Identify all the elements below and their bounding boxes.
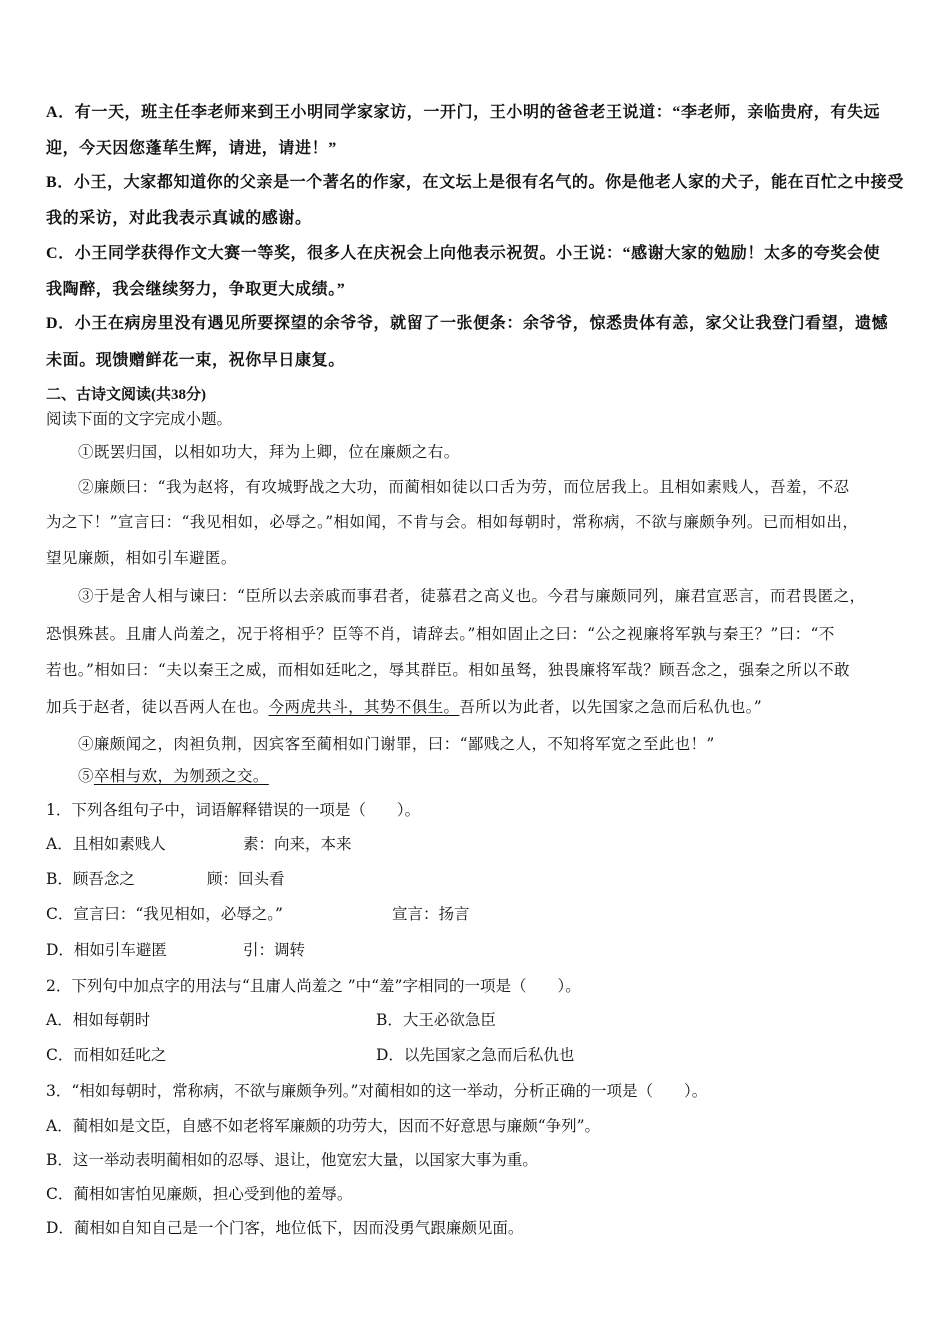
underlined-sentence: 今两虎共斗，其势不俱生。 xyxy=(268,698,460,716)
option-text: C．宣言曰：“我见相如，必辱之。” xyxy=(46,905,283,923)
option-b: B．这一举动表明蔺相如的忍辱、退让，他宽宏大量，以国家大事为重。 xyxy=(46,1151,538,1169)
passage-paragraph-3-line-4 xyxy=(46,697,762,717)
option-text: A．且相如素贱人 xyxy=(46,835,166,853)
option-b xyxy=(46,869,135,889)
paragraph-number: ⑤ xyxy=(78,767,94,785)
section-instruction: 阅读下面的文字完成小题。 xyxy=(46,410,233,428)
passage-paragraph-2-line-1: ②廉颇曰：“我为赵将，有攻城野战之大功，而蔺相如徒以口舌为劳，而位居我上。且相如素贱人，吾羞，不忍 xyxy=(78,478,850,496)
passage-text: 吾所以为此者，以先国家之急而后私仇也。” xyxy=(459,698,763,716)
option-b: B．大王必欲急臣 xyxy=(376,1011,496,1029)
option-a xyxy=(46,834,166,854)
option-d-line-1: D．小王在病房里没有遇见所要探望的余爷爷，就留了一张便条：余爷爷，惊悉贵体有恙，家父让我登门看望，遗憾 xyxy=(46,315,889,332)
passage-paragraph-3-line-1: ③于是舍人相与谏曰：“臣所以去亲戚而事君者，徒慕君之高义也。今君与廉颇同列，廉君宣恶言，而君畏匿之， xyxy=(78,587,866,605)
passage-paragraph-1: ①既罢归国，以相如功大，拜为上卿，位在廉颇之右。 xyxy=(78,443,460,461)
option-b-gloss: 顾：回头看 xyxy=(207,870,285,888)
option-b-line-1: B．小王，大家都知道你的父亲是一个著名的作家，在文坛上是很有名气的。你是他老人家的犬子，能在百忙之中接受 xyxy=(46,174,904,191)
passage-paragraph-2-line-2: 为之下！”宣言曰：“我见相如，必辱之。”相如闻，不肯与会。相如每朝时，常称病，不欲与廉颇争列。已而相如出， xyxy=(46,513,859,531)
option-c: C．而相如廷叱之 xyxy=(46,1046,167,1064)
option-c: C．蔺相如害怕见廉颇，担心受到他的羞辱。 xyxy=(46,1185,353,1203)
passage-paragraph-5 xyxy=(78,766,269,786)
option-d: D．以先国家之急而后私仇也 xyxy=(376,1046,575,1064)
option-text: B．顾吾念之 xyxy=(46,870,135,888)
option-c-line-2: 我陶醉，我会继续努力，争取更大成绩。” xyxy=(46,281,346,298)
passage-paragraph-3-line-2: 恐惧殊甚。且庸人尚羞之，况于将相乎？臣等不肖，请辞去。”相如固止之曰：“公之视廉将军孰与秦王？”曰：“不 xyxy=(46,625,835,643)
passage-paragraph-4: ④廉颇闻之，肉袒负荆，因宾客至蔺相如门谢罪，曰：“鄙贱之人，不知将军宽之至此也！” xyxy=(78,735,715,753)
option-d-gloss: 引：调转 xyxy=(243,941,306,959)
passage-text: 加兵于赵者，徒以吾两人在也。 xyxy=(46,698,269,716)
question-stem: 3．“相如每朝时，常称病，不欲与廉颇争列。”对蔺相如的这一举动，分析正确的一项是（ ）。 xyxy=(46,1082,708,1100)
option-b-line-2: 我的采访，对此我表示真诚的感谢。 xyxy=(46,210,312,227)
option-a: A．相如每朝时 xyxy=(46,1011,151,1029)
passage-paragraph-2-line-3: 望见廉颇，相如引车避匿。 xyxy=(46,549,237,567)
section-title: 二、古诗文阅读(共38分) xyxy=(46,387,206,403)
question-stem: 2．下列句中加点字的用法与“且庸人尚羞之 ”中“羞”字相同的一项是（ ）。 xyxy=(46,977,581,995)
option-a: A．蔺相如是文臣，自感不如老将军廉颇的功劳大，因而不好意思与廉颇“争列”。 xyxy=(46,1117,601,1135)
option-d-line-2: 未面。现馈赠鲜花一束，祝你早日康复。 xyxy=(46,352,345,369)
option-c-line-1: C．小王同学获得作文大赛一等奖，很多人在庆祝会上向他表示祝贺。小王说：“感谢大家的勉励！太多的夸奖会使 xyxy=(46,245,881,262)
option-c-gloss: 宣言：扬言 xyxy=(392,905,470,923)
option-c xyxy=(46,904,283,924)
option-text: D．相如引车避匿 xyxy=(46,941,167,959)
option-a-gloss: 素：向来，本来 xyxy=(243,835,352,853)
option-a-line-1: A．有一天，班主任李老师来到王小明同学家家访，一开门，王小明的爸爸老王说道：“李老师，亲临贵府，有失远 xyxy=(46,104,881,121)
passage-paragraph-3-line-3: 若也。”相如曰：“夫以秦王之威，而相如廷叱之，辱其群臣。相如虽驽，独畏廉将军哉？顾吾念之，强秦之所以不敢 xyxy=(46,661,850,679)
option-d xyxy=(46,940,167,960)
option-a-line-2: 迎，今天因您蓬荜生辉，请进，请进！” xyxy=(46,140,337,157)
option-d: D．蔺相如自知自己是一个门客，地位低下，因而没勇气跟廉颇见面。 xyxy=(46,1219,524,1237)
question-stem: 1．下列各组句子中，词语解释错误的一项是（ ）。 xyxy=(46,801,421,819)
underlined-sentence: 卒相与欢，为刎颈之交。 xyxy=(93,767,269,785)
